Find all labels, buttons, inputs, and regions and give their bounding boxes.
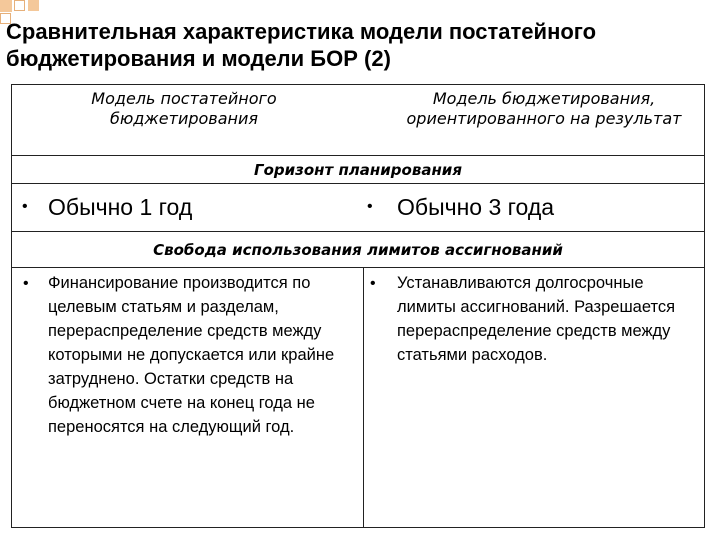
column-header-left: Модель постатейного бюджетирования (91, 89, 277, 128)
bullet-icon: • (370, 275, 376, 292)
limits-left-text: Финансирование производится по целевым статьям и разделам, перераспределение средств между которыми не допускается или крайне затруднено. Остатки средств на бюджетном счете на конец года не переносятся на следующий год. (48, 274, 335, 436)
bullet-icon: • (23, 275, 29, 292)
table-divider (12, 231, 704, 232)
horizon-left-text: Обычно 1 год (48, 194, 193, 220)
table-divider (12, 267, 704, 268)
bullet-icon: • (367, 198, 373, 215)
corner-decoration-square (28, 0, 39, 11)
column-header-right: Модель бюджетирования, ориентированного на результат (406, 89, 682, 128)
table-divider (12, 155, 704, 156)
table-divider (12, 183, 704, 184)
horizon-right-text: Обычно 3 года (397, 194, 555, 220)
comparison-table (11, 84, 705, 528)
section-title-horizon: Горизонт планирования (254, 161, 462, 179)
corner-decoration-square (14, 0, 25, 11)
bullet-icon: • (22, 198, 28, 215)
limits-right-text: Устанавливаются долгосрочные лимиты ассигнований. Разрешается перераспределение средств между статьями расходов. (397, 274, 676, 364)
corner-decoration-square (0, 0, 12, 12)
table-column-divider (363, 267, 364, 527)
slide-title: Сравнительная характеристика модели постатейного бюджетирования и модели БОР (2) (6, 19, 597, 71)
section-title-limits: Свобода использования лимитов ассигнований (153, 241, 563, 259)
